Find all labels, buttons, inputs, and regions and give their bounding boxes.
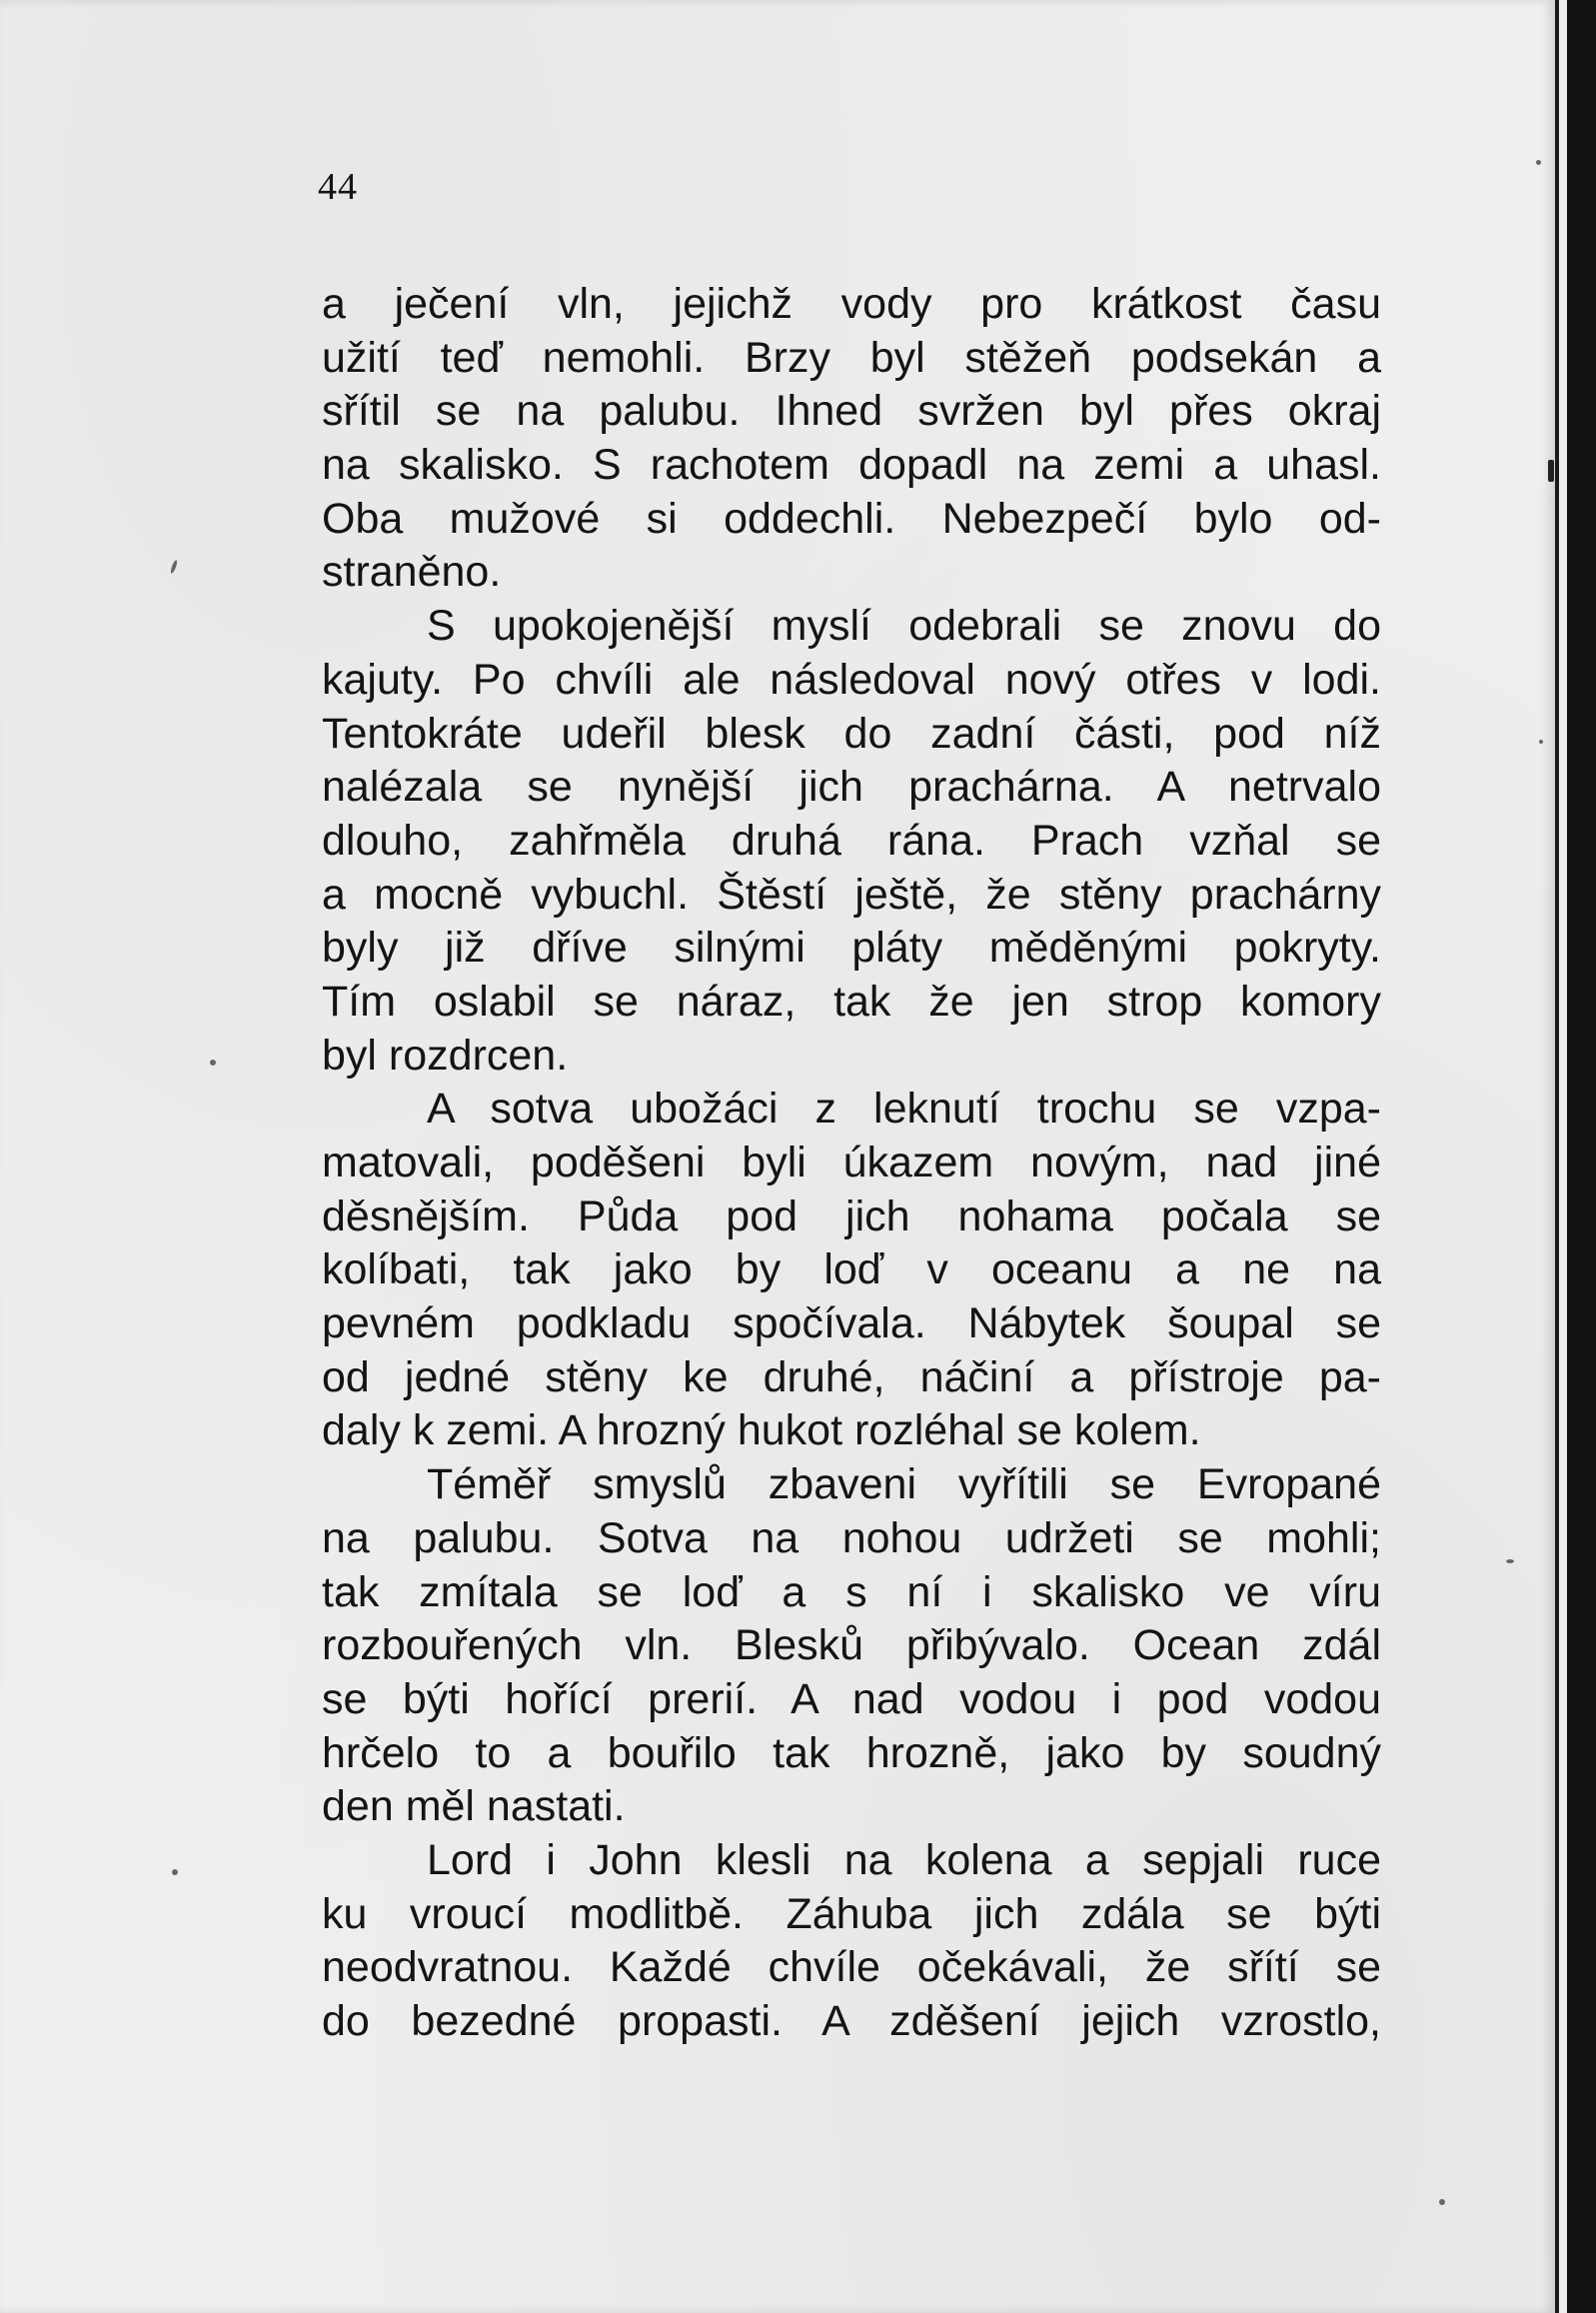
text-line: a mocně vybuchl. Štěstí ještě, že stěny prachárny xyxy=(322,870,1381,919)
text-line: do bezedné propasti. A zděšení jejich vzrostlo, xyxy=(322,1997,1381,2045)
text-line: se býti hořící prerií. A nad vodou i pod vodou xyxy=(322,1674,1381,1723)
paper-speck xyxy=(1539,740,1543,744)
paper-speck xyxy=(1439,2199,1445,2205)
paper-speck xyxy=(172,1869,178,1875)
text-line: ku vroucí modlitbě. Záhuba jich zdála se býti xyxy=(322,1889,1381,1938)
text-line: Tentokráte udeřil blesk do zadní části, pod níž xyxy=(322,709,1381,758)
text-line: pevném podkladu spočívala. Nábytek šoupal se xyxy=(322,1299,1381,1348)
text-line: Téměř smyslů zbaveni vyřítili se Evropané xyxy=(427,1460,1381,1509)
text-line: neodvratnou. Každé chvíle očekávali, že sřítí se xyxy=(322,1943,1381,1992)
text-line: matovali, poděšeni byli úkazem novým, nad jiné xyxy=(322,1139,1381,1186)
text-line: straněno. xyxy=(322,548,502,597)
text-line: A sotva ubožáci z leknutí trochu se vzpa- xyxy=(427,1085,1381,1134)
text-line: kolíbati, tak jako by loď v oceanu a ne na xyxy=(322,1245,1381,1294)
page-edge-shadow xyxy=(1555,0,1596,2313)
text-line: na skalisko. S rachotem dopadl na zemi a uhasl. xyxy=(322,441,1381,490)
text-line: na palubu. Sotva na nohou udržeti se mohli; xyxy=(322,1513,1381,1562)
text-line: den měl nastati. xyxy=(322,1782,626,1831)
text-line: byly již dříve silnými pláty měděnými pokryty. xyxy=(322,924,1381,973)
text-line: děsnějším. Půda pod jich nohama počala se xyxy=(322,1191,1381,1240)
text-line: S upokojenější myslí odebrali se znovu do xyxy=(427,602,1381,651)
text-line: hrčelo to a bouřilo tak hrozně, jako by soudný xyxy=(322,1728,1381,1777)
text-line: Oba mužové si oddechli. Nebezpečí bylo od- xyxy=(322,494,1381,543)
body-text xyxy=(322,278,1381,2049)
text-line: nalézala se nynější jich prachárna. A netrvalo xyxy=(322,763,1381,812)
text-line: daly k zemi. A hrozný hukot rozléhal se kolem. xyxy=(322,1406,1201,1455)
paper-speck xyxy=(170,560,179,575)
paper-speck xyxy=(1506,1559,1514,1563)
text-line: sřítil se na palubu. Ihned svržen byl přes okraj xyxy=(322,387,1381,436)
text-line: tak zmítala se loď a s ní i skalisko ve víru xyxy=(322,1567,1381,1616)
paper-speck xyxy=(210,1060,216,1066)
text-line: a ječení vln, jejichž vody pro krátkost času xyxy=(322,280,1381,328)
text-line: rozbouřených vln. Blesků přibývalo. Ocean zdál xyxy=(322,1621,1381,1670)
page-number: 44 xyxy=(318,166,358,208)
text-line: dlouho, zahřměla druhá rána. Prach vzňal se xyxy=(322,816,1381,865)
text-line: kajuty. Po chvíli ale následoval nový otřes v lodi. xyxy=(322,655,1381,704)
text-line: byl rozdrcen. xyxy=(322,1031,569,1080)
text-line: Tím oslabil se náraz, tak že jen strop komory xyxy=(322,977,1381,1026)
text-line: užití teď nemohli. Brzy byl stěžeň podsekán a xyxy=(322,333,1381,382)
paper-speck xyxy=(1536,160,1541,165)
text-line: od jedné stěny ke druhé, náčiní a přístroje pa- xyxy=(322,1352,1381,1401)
text-line: Lord i John klesli na kolena a sepjali ruce xyxy=(427,1835,1381,1884)
paper-speck xyxy=(1548,460,1554,482)
